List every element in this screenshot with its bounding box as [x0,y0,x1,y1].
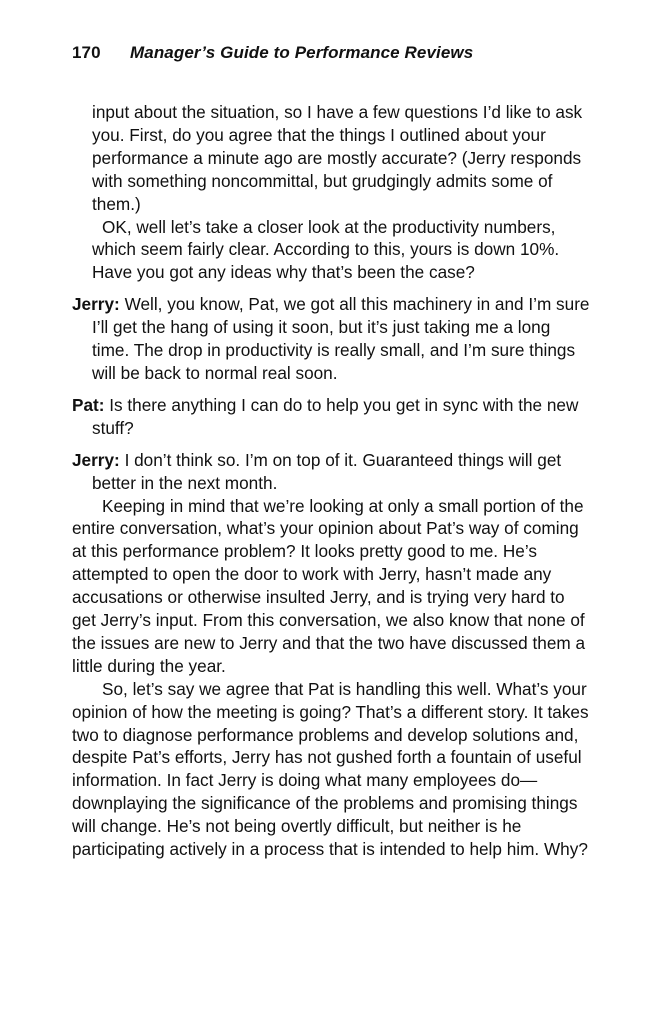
speaker-name: Pat: [72,394,105,415]
speaker-name: Jerry: [72,294,120,315]
dialogue-line [72,293,592,385]
speech-paragraph: OK, well let’s take a closer look at the productivity numbers, which seem fairly clear. According to this, yours is down 10%. Have you got any ideas why that’s been the case? [92,216,560,283]
page-body [72,101,592,861]
dialogue-line [72,449,592,495]
body-paragraph: Keeping in mind that we’re looking at only a small portion of the entire conversation, what’s your opinion about Pat’s way of coming at this performance problem? It looks pretty good to me. He’s attempted to open the door to work with Jerry, hasn’t made any accusations or otherwise insulted Jerry, and is trying very hard to get Jerry’s input. From this conversation, we also know that none of the issues are new to Jerry and that the two have discussed them a little during the year. [72,495,586,676]
speech-paragraph: input about the situation, so I have a few questions I’d like to ask you. First, do you agree that the things I outlined about your performance a minute ago are mostly accurate? (Jerry responds with something noncommittal, but grudgingly admits some of them.) [92,102,583,214]
page-number: 170 [72,43,101,62]
running-header [72,43,473,63]
dialogue-text: Is there anything I can do to help you get in sync with the new stuff? [92,394,579,438]
book-title: Manager’s Guide to Performance Reviews [130,43,474,62]
dialogue-line [72,394,592,440]
speaker-name: Jerry: [72,449,120,470]
dialogue-text: I don’t think so. I’m on top of it. Guaranteed things will get better in the next month. [92,449,562,493]
body-paragraph: So, let’s say we agree that Pat is handling this well. What’s your opinion of how the meeting is going? That’s a different story. It takes two to diagnose performance problems and develop solutions and, despite Pat’s efforts, Jerry has not gushed forth a fountain of useful information. In fact Jerry is doing what many employees do—downplaying the significance of the problems and promising things will change. He’s not being overtly difficult, but neither is he participating actively in a process that is intended to help him. Why? [72,678,589,860]
speech-continuation [92,101,592,284]
dialogue-text: Well, you know, Pat, we got all this machinery in and I’m sure I’ll get the hang of using it soon, but it’s just taking me a long time. The drop in productivity is really small, and I’m sure things will be back to normal real soon. [92,294,590,383]
